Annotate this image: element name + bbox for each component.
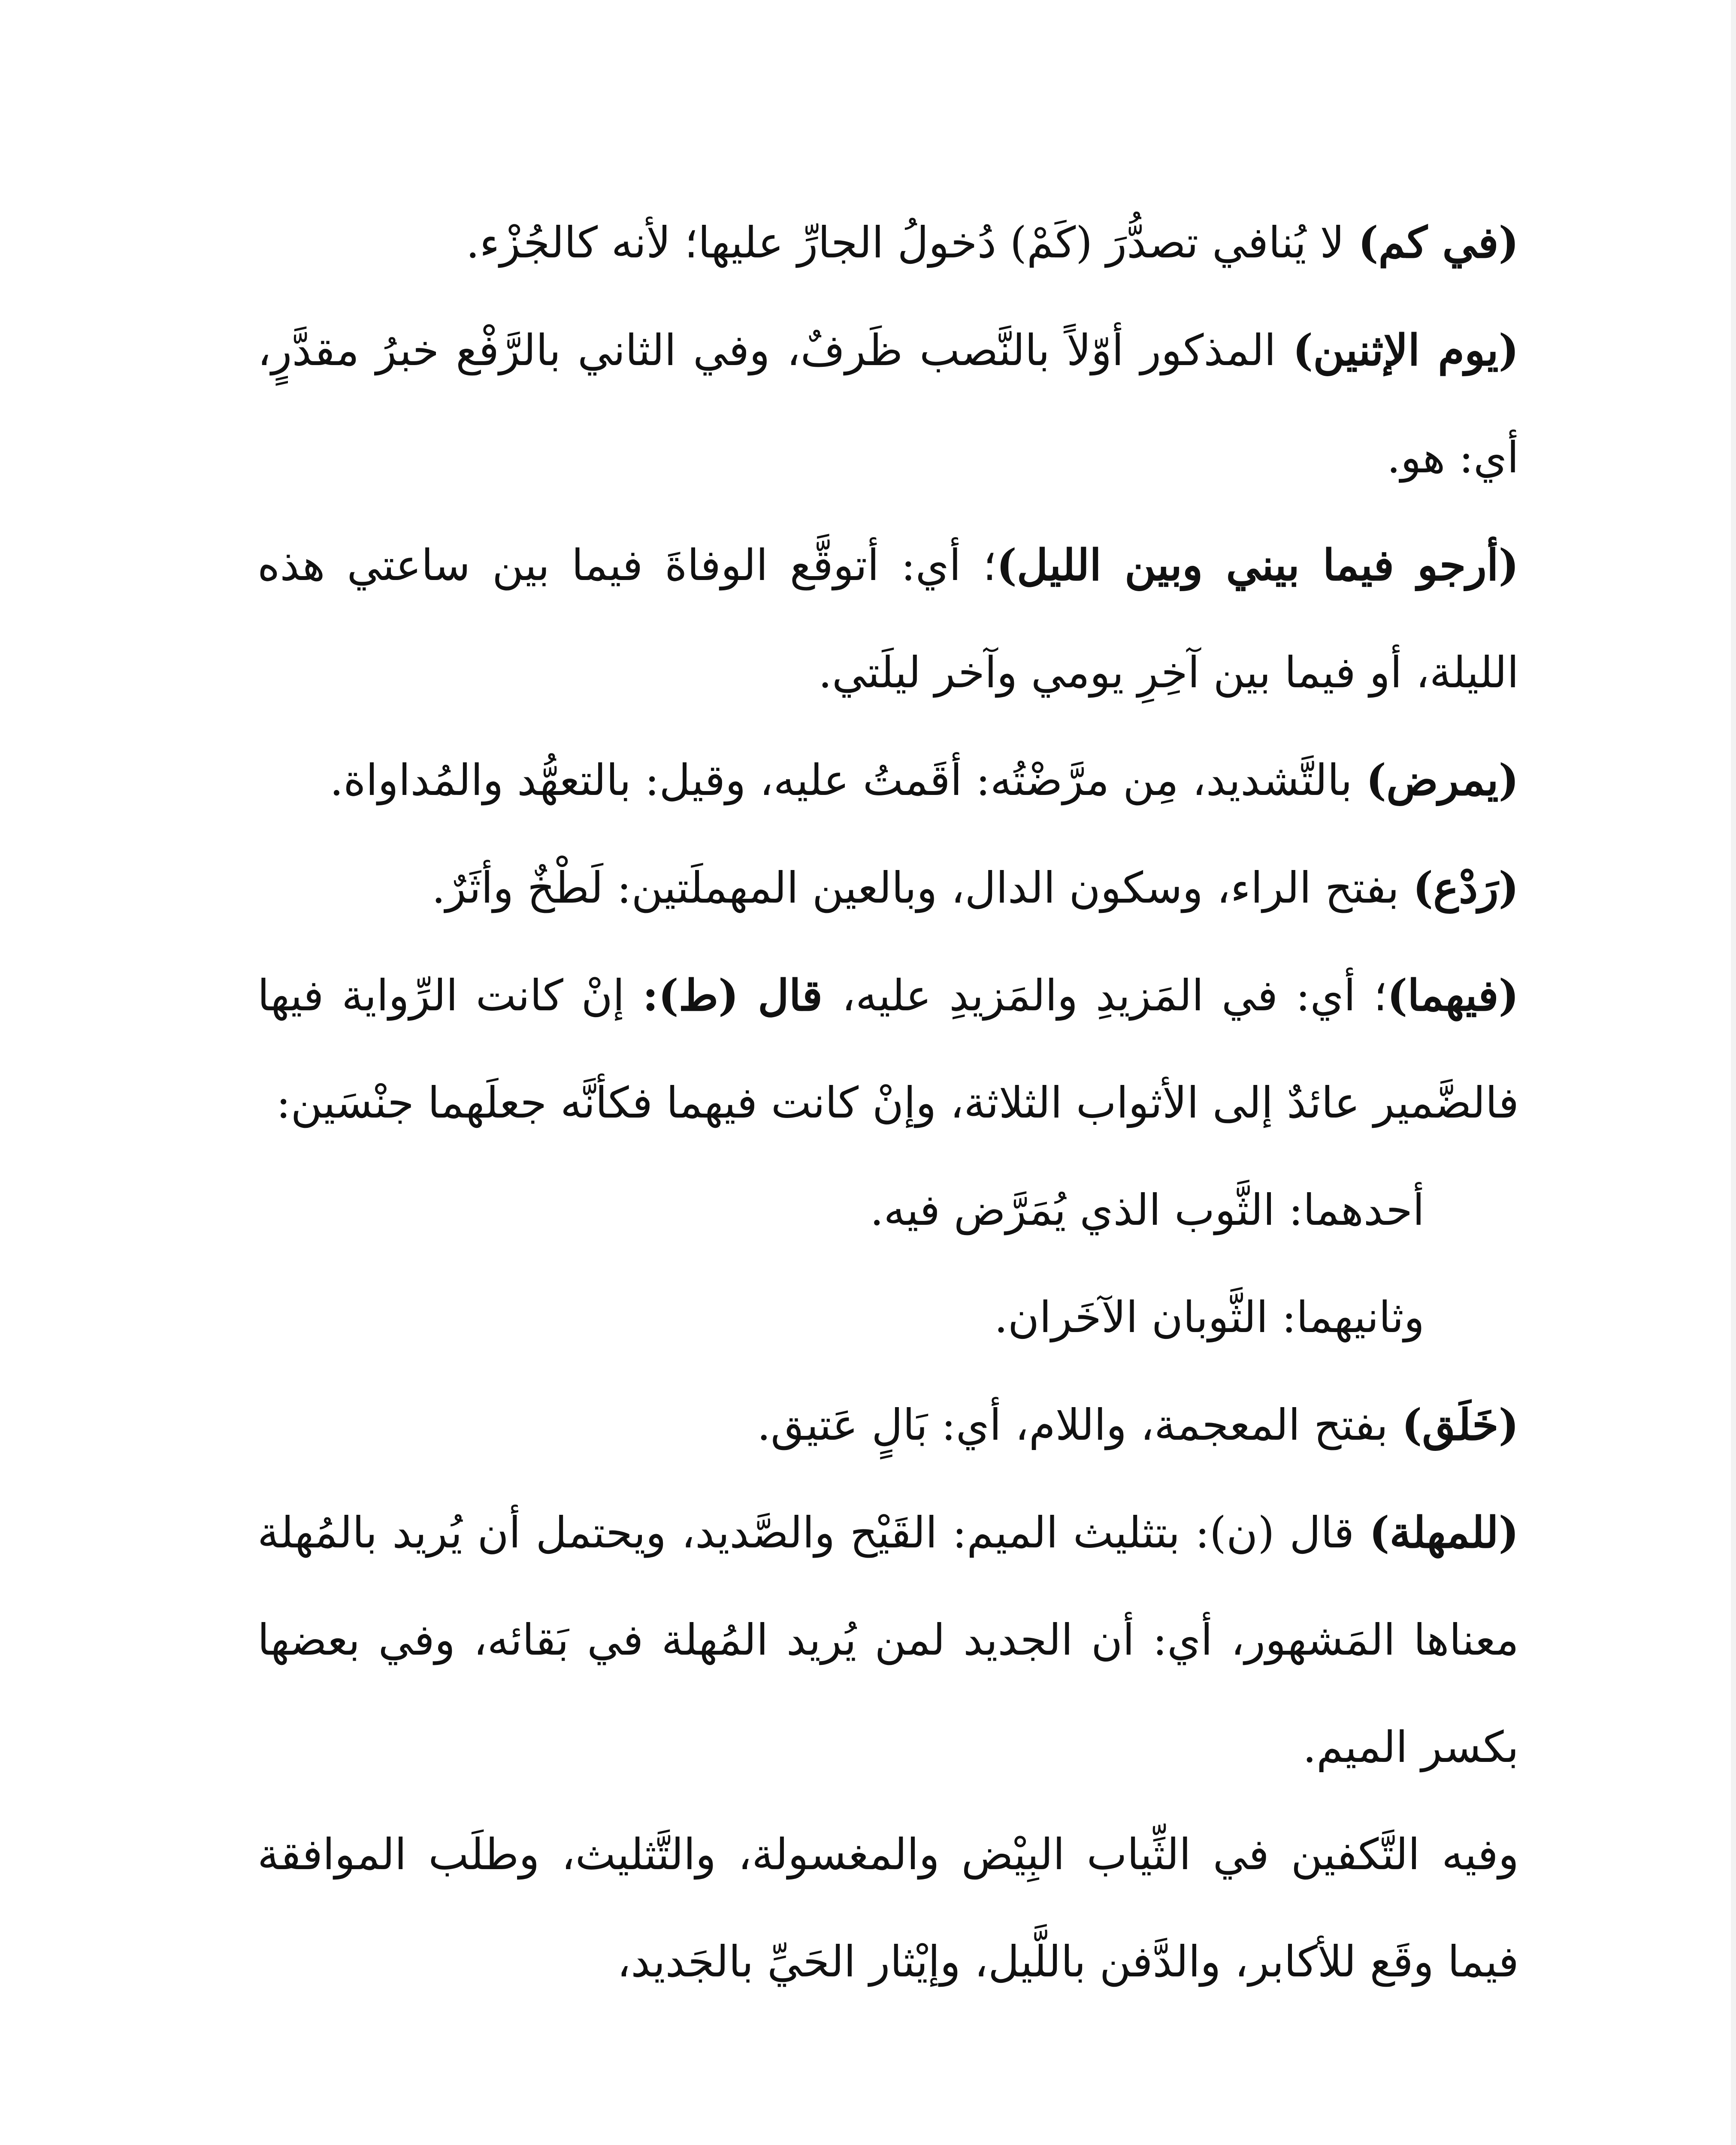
headword: (رَدْع) bbox=[1412, 862, 1519, 913]
headword: (خَلَق) bbox=[1402, 1399, 1519, 1450]
page-edge-shadow bbox=[1731, 0, 1736, 2145]
list-item-first bbox=[257, 1157, 1519, 1264]
headword: (يوم الإثنين) bbox=[1292, 325, 1519, 375]
citation-marker: قال (ط): bbox=[642, 970, 842, 1021]
gloss-text-continued: إنْ كانت الرِّواية فيها فالضَّمير عائدٌ إلى الأثواب الثلاثة، وإنْ كانت فيهما فكأنَّه جعلَهما جنْسَين: bbox=[257, 970, 1519, 1128]
paragraph-fihima bbox=[257, 942, 1519, 1157]
paragraph-fi-kam bbox=[257, 189, 1519, 296]
headword: (للمهلة) bbox=[1369, 1507, 1519, 1558]
gloss-text: وفيه التَّكفين في الثِّياب البِيْض والمغسولة، والتَّثليث، وطلَب الموافقة فيما وقَع للأكابر، والدَّفن باللَّيل، وإيْثار الحَيِّ بالجَديد، bbox=[257, 1829, 1519, 1987]
gloss-text: ؛ أي: في المَزيدِ والمَزيدِ عليه، bbox=[841, 970, 1388, 1021]
paragraph-khalaq bbox=[257, 1371, 1519, 1479]
gloss-text: بفتح المعجمة، واللام، أي: بَالٍ عَتيق. bbox=[757, 1400, 1402, 1450]
list-item-text: أحدهما: الثَّوب الذي يُمَرَّض فيه. bbox=[870, 1185, 1424, 1235]
commentary-text-block bbox=[257, 189, 1519, 2015]
paragraph-benefits bbox=[257, 1801, 1519, 2015]
gloss-text: بفتح الراء، وسكون الدال، وبالعين المهملَتين: لَطْخٌ وأثَرٌ. bbox=[432, 863, 1413, 913]
headword: (أرجو فيما بيني وبين الليل) bbox=[996, 540, 1519, 590]
headword: (فيهما) bbox=[1387, 970, 1519, 1021]
paragraph-yawm-al-ithnayn bbox=[257, 296, 1519, 511]
gloss-text: بالتَّشديد، مِن مرَّضْتُه: أقَمتُ عليه، وقيل: بالتعهُّد والمُداواة. bbox=[330, 755, 1366, 805]
gloss-text: المذكور أوّلاً بالنَّصب ظَرفٌ، وفي الثاني بالرَّفْع خبرُ مقدَّرٍ، أي: هو. bbox=[257, 325, 1519, 483]
headword: (يمرض) bbox=[1366, 755, 1519, 805]
headword: (في كم) bbox=[1358, 217, 1519, 268]
paragraph-arju bbox=[257, 511, 1519, 726]
paragraph-yumarrid bbox=[257, 726, 1519, 834]
gloss-text: لا يُنافي تصدُّرَ (كَمْ) دُخولُ الجارِّ عليها؛ لأنه كالجُزْء. bbox=[466, 218, 1358, 268]
paragraph-rad bbox=[257, 834, 1519, 942]
list-item-text: وثانيهما: الثَّوبان الآخَران. bbox=[994, 1292, 1424, 1342]
paragraph-lil-muhla bbox=[257, 1479, 1519, 1801]
gloss-text: قال (ن): بتثليث الميم: القَيْح والصَّديد، ويحتمل أن يُريد بالمُهلة معناها المَشهور، أي: أن الجديد لمن يُريد المُهلة في بَقائه، وفي بعضها بكسر الميم. bbox=[257, 1508, 1519, 1772]
gloss-text: ؛ أي: أتوقَّع الوفاةَ فيما بين ساعتي هذه الليلة، أو فيما بين آخِرِ يومي وآخر ليلَتي. bbox=[257, 540, 1519, 698]
list-item-second bbox=[257, 1264, 1519, 1371]
